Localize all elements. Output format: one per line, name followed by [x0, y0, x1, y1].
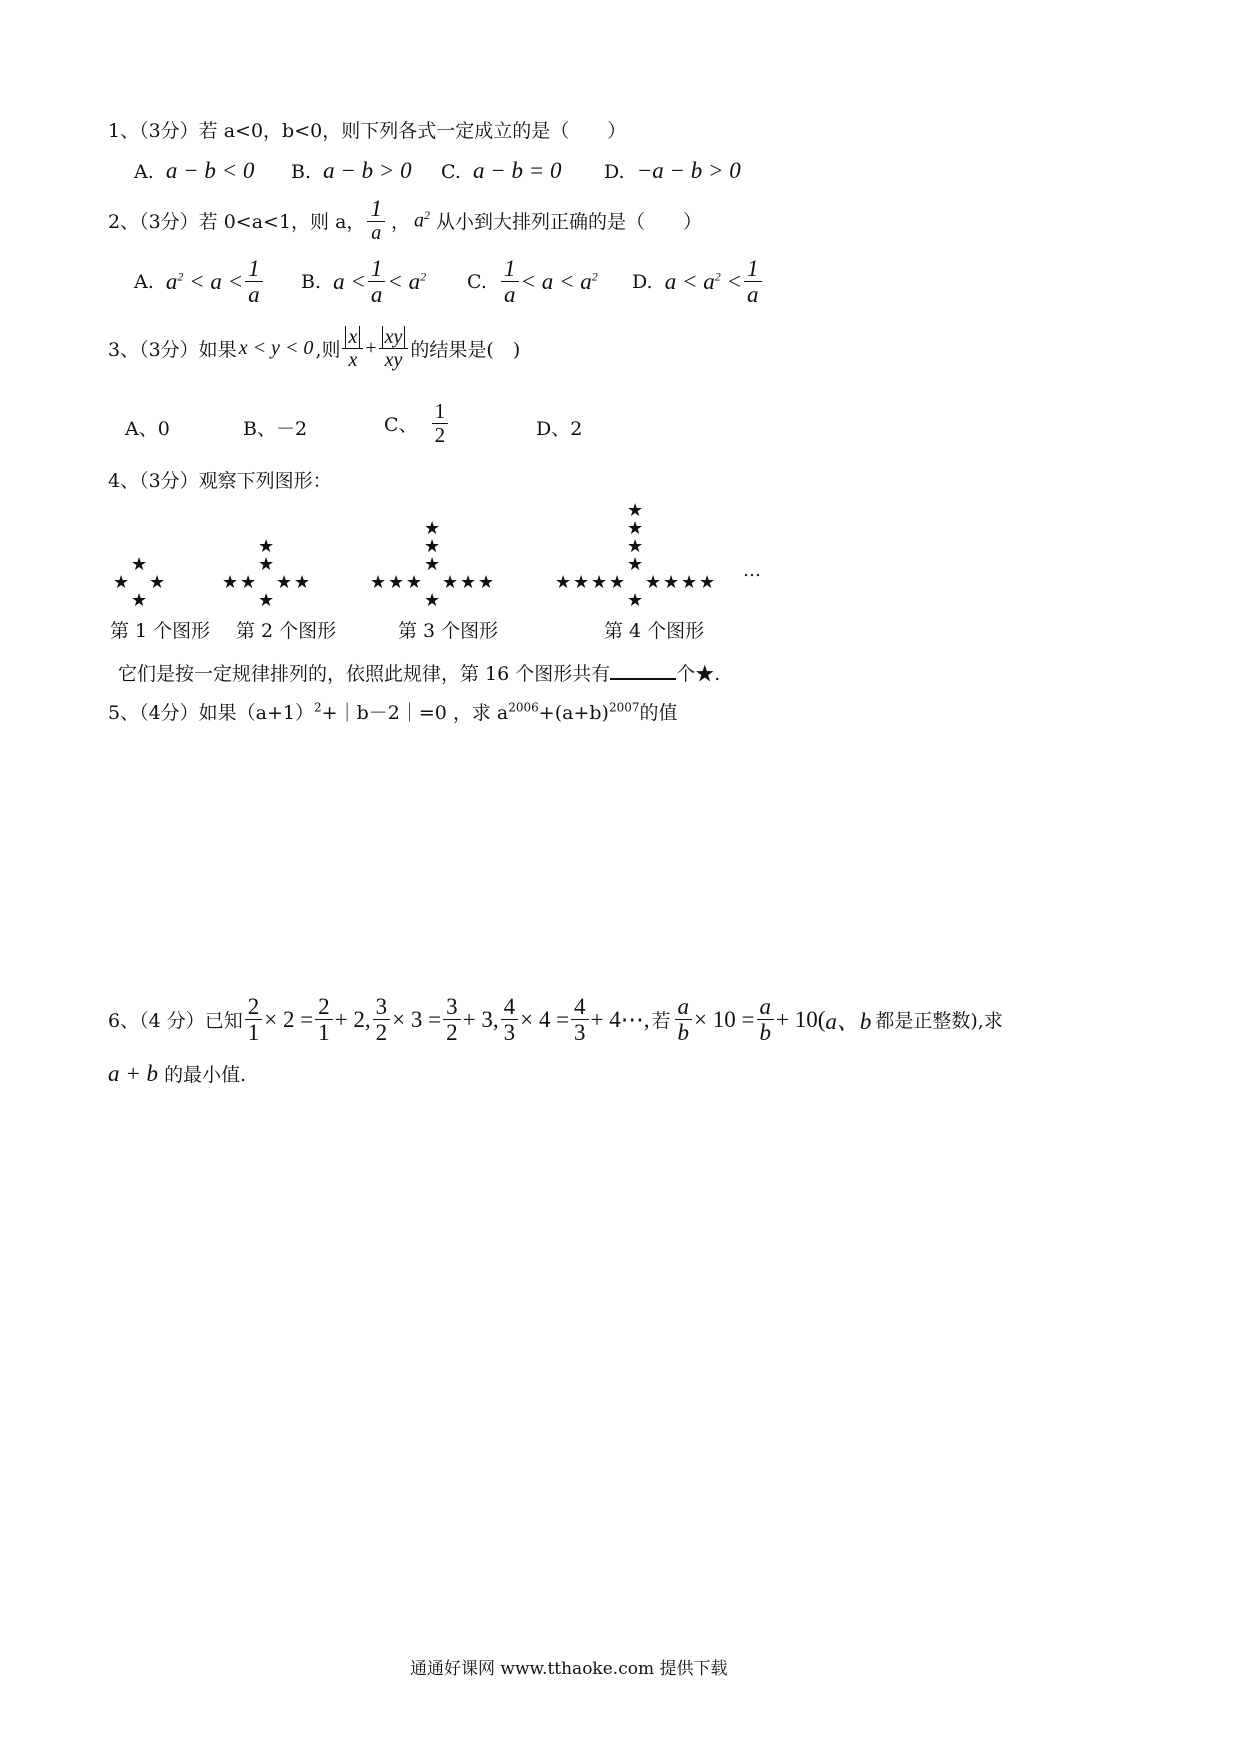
star-icon: ★ — [258, 536, 275, 557]
q1-option-d[interactable]: D. −a − b > 0 — [604, 158, 741, 183]
star-icon: ★ — [258, 590, 275, 611]
star-icon: ★ — [406, 572, 423, 593]
fraction-abs-xy-over-xy: $\frac{xy}{xy}$ — [379, 326, 409, 371]
star-icon: ★ — [699, 572, 716, 593]
star-icon: ★ — [131, 590, 148, 611]
star-icon: ★ — [645, 572, 662, 593]
star-icon: ★ — [627, 554, 644, 575]
star-icon: ★ — [573, 572, 590, 593]
star-icon: ★ — [591, 572, 608, 593]
q3-option-c[interactable]: C、 $\frac{1}{2}$ — [384, 400, 450, 447]
q4-question: 它们是按一定规律排列的，依照此规律，第 16 个图形共有 个★. — [118, 658, 720, 686]
star-icon: ★ — [113, 572, 130, 593]
star-icon: ★ — [460, 572, 477, 593]
q4-stem: 4、（3分）观察下列图形： — [108, 470, 332, 492]
q2-option-a[interactable]: A. $a^2 < a$ < $\frac{1}{a}$ — [134, 256, 265, 308]
caption-figure-2: 第 2 个图形 — [236, 620, 337, 642]
caption-figure-1: 第 1 个图形 — [110, 620, 211, 642]
q5-stem: 5、（4分）如果$(a+1)^2+|b-2|=0$ ，求 $a^{2006}+(a+b)^{2007}$的值 — [108, 700, 678, 724]
star-icon: ★ — [424, 536, 441, 557]
answer-blank[interactable] — [610, 658, 676, 680]
star-icon: ★ — [627, 590, 644, 611]
star-icon: ★ — [424, 518, 441, 539]
q1-stem: 1、（3分）若 a<0，b<0，则下列各式一定成立的是（ ） — [108, 120, 627, 142]
star-icon: ★ — [131, 554, 148, 575]
q2-option-b[interactable]: B. a < $\frac{1}{a}$ < $a^2$ — [301, 256, 427, 308]
star-icon: ★ — [681, 572, 698, 593]
star-icon: ★ — [276, 572, 293, 593]
star-icon: ★ — [663, 572, 680, 593]
fraction-abs-x-over-x: $\frac{x}{x}$ — [342, 326, 363, 371]
star-icon: ★ — [627, 536, 644, 557]
star-icon: ★ — [258, 554, 275, 575]
q1-option-c[interactable]: C. a − b = 0 — [441, 158, 562, 183]
star-icon: ★ — [627, 518, 644, 539]
q6-line2: a + b 的最小值. — [108, 1061, 247, 1086]
star-icon: ★ — [370, 572, 387, 593]
q2-option-d[interactable]: D. $a < a^2$ < $\frac{1}{a}$ — [632, 256, 764, 308]
star-icon: ★ — [294, 572, 311, 593]
q3-option-b[interactable]: B、－2 — [243, 418, 308, 440]
star-icon: ★ — [149, 572, 166, 593]
q3-stem: 3、（3分）如果 x < y < 0 ,则 $\frac{x}{x}$ + $\frac{xy}{xy}$ 的结果是( ) — [108, 326, 521, 371]
a-squared: $a^2$ — [413, 207, 430, 232]
q2-option-c[interactable]: C. $\frac{1}{a}$ < $a < a^2$ — [467, 256, 598, 308]
star-icon: ★ — [240, 572, 257, 593]
star-icon: ★ — [609, 572, 626, 593]
q1-option-a[interactable]: A. a − b < 0 — [134, 158, 255, 183]
q2-stem: 2、（3分）若 0<a<1，则 a， $\frac{1}{a}$ ， $a^2$ 从小到大排列正确的是（ ） — [108, 196, 702, 245]
q6-stem: 6、（4 分）已知 $\frac{2}{1}$ × 2 = $\frac{2}{1}$ + 2, $\frac{3}{2}$ × 3 = $\frac{3}{2}$ + 3, $\frac{4}{3}$ × 4 = $\frac{4}{3}$ + 4⋯, 若 $\frac{a}{b}$ × 10 = $\frac{a}{b}$ + 10( a、b 都是正整数),求 — [108, 994, 1003, 1046]
caption-figure-3: 第 3 个图形 — [398, 620, 499, 642]
star-icon: ★ — [478, 572, 495, 593]
q3-option-d[interactable]: D、2 — [536, 418, 583, 440]
star-icon: ★ — [627, 500, 644, 521]
star-icon: ★ — [424, 590, 441, 611]
q1-option-b[interactable]: B. a − b > 0 — [291, 158, 412, 183]
star-icon: ★ — [424, 554, 441, 575]
footer-text: 通通好课网 www.tthaoke.com 提供下载 — [410, 1659, 728, 1679]
caption-figure-4: 第 4 个图形 — [604, 620, 705, 642]
q3-option-a[interactable]: A、0 — [125, 418, 170, 440]
star-icon: ★ — [555, 572, 572, 593]
fraction-one-over-a: $\frac{1}{a}$ — [367, 196, 385, 244]
star-icon: ★ — [442, 572, 459, 593]
star-icon: ★ — [222, 572, 239, 593]
star-icon: ★ — [388, 572, 405, 593]
ellipsis: … — [743, 560, 761, 581]
